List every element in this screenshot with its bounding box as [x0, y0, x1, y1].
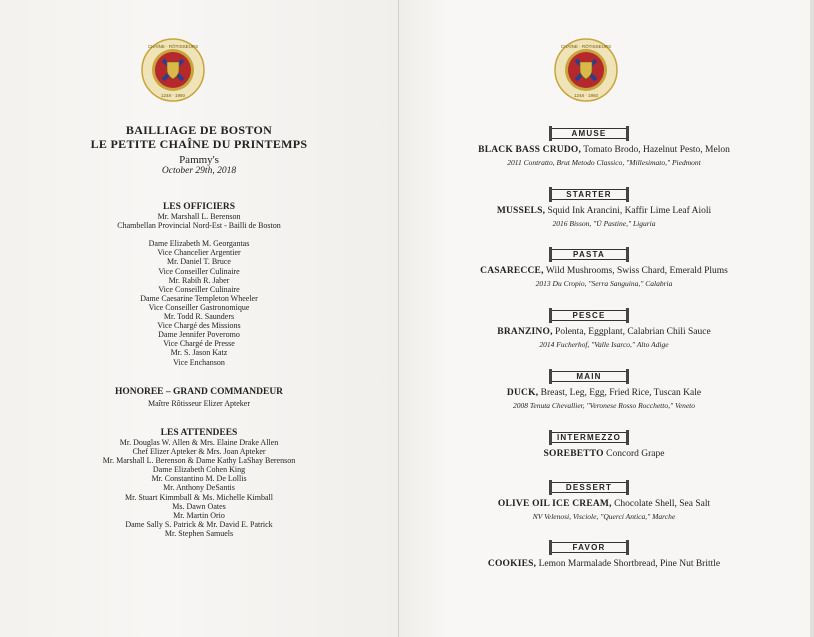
seal-years: 1248 · 1950 — [573, 93, 599, 98]
course-label: STARTER — [566, 190, 612, 199]
dish-description: Chocolate Shell, Sea Salt — [611, 499, 711, 509]
attendee-line: Dame Sally S. Patrick & Mr. David E. Patrick — [125, 519, 273, 529]
course-label: DESSERT — [565, 483, 613, 492]
officer-line: Mr. S. Jason Katz — [170, 348, 228, 358]
wine-pairing: 2013 Du Cropio, "Serra Sanguina," Calabria — [535, 279, 673, 288]
dish-line — [398, 449, 810, 459]
dish-description: Concord Grape — [603, 449, 665, 459]
dish-line — [398, 559, 810, 569]
honoree-heading: HONOREE – GRAND COMMANDEUR — [114, 387, 284, 397]
attendees-list — [0, 438, 398, 538]
attendees-heading: LES ATTENDEES — [160, 428, 238, 438]
officer-line: Chambellan Provincial Nord-Est - Bailli de Boston — [117, 221, 281, 231]
officer-line: Dame Elizabeth M. Georgantas — [148, 239, 250, 249]
dish-name: MUSSELS, — [496, 206, 546, 216]
background-edge — [810, 0, 814, 637]
title-event: LE PETITE CHAÎNE DU PRINTEMPS — [90, 137, 308, 151]
dish-description: Breast, Leg, Egg, Fried Rice, Tuscan Kale — [538, 388, 702, 398]
dish-name: OLIVE OIL ICE CREAM, — [497, 499, 612, 509]
course-banner-dessert — [550, 482, 628, 493]
seal-text-top: CHAÎNE · RÔTISSEURS — [147, 44, 199, 49]
attendee-line: Mr. Martin Orio — [173, 510, 225, 520]
dish-description: Polenta, Eggplant, Calabrian Chili Sauce — [552, 327, 711, 337]
dish-description: Wild Mushrooms, Swiss Chard, Emerald Plums — [543, 266, 728, 276]
course-label: PASTA — [573, 250, 605, 259]
wine-pairing: NV Velenosi, Visciole, "Querci Antica," Marche — [532, 512, 676, 521]
officer-line: Vice Chargé de Presse — [163, 339, 235, 349]
attendee-line: Mr. Anthony DeSantis — [163, 483, 235, 493]
attendee-line: Mr. Marshall L. Berenson & Dame Kathy LaShay Berenson — [102, 456, 296, 466]
wine-pairing: 2008 Tenuta Chevallier, "Veronese Rosso Rocchetto," Veneto — [513, 401, 695, 410]
course-banner-pasta — [550, 249, 628, 260]
dish-name: COOKIES, — [487, 559, 537, 569]
course-banner-favor — [550, 542, 628, 553]
attendee-line: Mr. Constantino M. De Lollis — [151, 474, 247, 484]
honoree-name: Maître Rôtisseur Elizer Apteker — [148, 399, 250, 408]
dish-name: CASARECCE, — [480, 266, 544, 276]
chaine-seal-left — [141, 38, 205, 102]
dish-name: BRANZINO, — [497, 327, 553, 337]
dish-name: DUCK, — [506, 388, 539, 398]
title-bailliage: BAILLIAGE DE BOSTON — [125, 123, 273, 137]
dish-description: Squid Ink Arancini, Kaffir Lime Leaf Aioli — [545, 206, 712, 216]
officers-heading: LES OFFICIERS — [162, 202, 236, 212]
dish-line — [398, 327, 810, 337]
attendee-line: Mr. Stuart Kimmball & Ms. Michelle Kimball — [125, 492, 273, 502]
dish-name: BLACK BASS CRUDO, — [478, 145, 582, 155]
course-label: FAVOR — [572, 543, 606, 552]
officer-line: Vice Conseiller Culinaire — [158, 266, 240, 276]
officer-line: Mr. Todd R. Saunders — [163, 312, 235, 322]
officer-line: Vice Conseiller Gastronomique — [148, 302, 250, 312]
attendee-line: Mr. Douglas W. Allen & Mrs. Elaine Drake Allen — [119, 438, 279, 447]
dish-line — [398, 145, 810, 155]
officer-line: Dame Caesarine Templeton Wheeler — [140, 293, 258, 303]
venue-name: Pammy's — [179, 154, 219, 166]
dish-name: SOREBETTO — [543, 449, 604, 459]
officer-line: Vice Enchanson — [173, 357, 225, 367]
officer-line: Vice Chargé des Missions — [157, 321, 241, 331]
course-label: MAIN — [576, 372, 602, 381]
officer-line — [0, 230, 398, 239]
wine-pairing: 2016 Bisson, "Ü Pastine," Liguria — [552, 219, 656, 228]
dish-line — [398, 266, 810, 276]
dish-line — [398, 388, 810, 398]
officer-line: Mr. Rabih R. Jaber — [168, 275, 230, 285]
course-banner-pesce — [550, 310, 628, 321]
event-date: October 29th, 2018 — [161, 166, 237, 176]
attendee-line: Chef Elizer Apteker & Mrs. Joan Apteker — [132, 447, 266, 457]
attendee-line: Mr. Stephen Samuels — [164, 528, 234, 538]
course-label: INTERMEZZO — [557, 433, 621, 442]
course-banner-starter — [550, 189, 628, 200]
officer-line: Dame Jennifer Poveromo — [158, 330, 240, 340]
seal-text-top: CHAÎNE · RÔTISSEURS — [560, 44, 612, 49]
officer-line: Vice Conseiller Culinaire — [158, 284, 240, 294]
wine-pairing: 2011 Contratto, Brut Metodo Classico, "Millesimato," Piedmont — [507, 158, 701, 167]
seal-years: 1248 · 1950 — [160, 93, 186, 98]
dish-description: Tomato Brodo, Hazelnut Pesto, Melon — [581, 145, 730, 155]
dish-line — [398, 206, 810, 216]
course-label: AMUSE — [571, 129, 607, 138]
course-label: PESCE — [572, 311, 606, 320]
course-banner-amuse — [550, 128, 628, 139]
course-banner-main — [550, 371, 628, 382]
attendee-line: Dame Elizabeth Cohen King — [152, 465, 246, 475]
dish-description: Lemon Marmalade Shortbread, Pine Nut Brittle — [536, 559, 721, 569]
chaine-seal-right — [554, 38, 618, 102]
officer-line: Mr. Marshall L. Berenson — [157, 212, 241, 221]
dish-line — [398, 499, 810, 509]
wine-pairing: 2014 Fucherhof, "Valle Isarco," Alto Adige — [539, 340, 669, 349]
officers-list — [0, 212, 398, 367]
attendee-line: Ms. Dawn Oates — [172, 501, 226, 511]
officer-line: Mr. Daniel T. Bruce — [167, 257, 231, 267]
officer-line: Vice Chancelier Argentier — [157, 248, 241, 258]
course-banner-intermezzo — [550, 432, 628, 443]
